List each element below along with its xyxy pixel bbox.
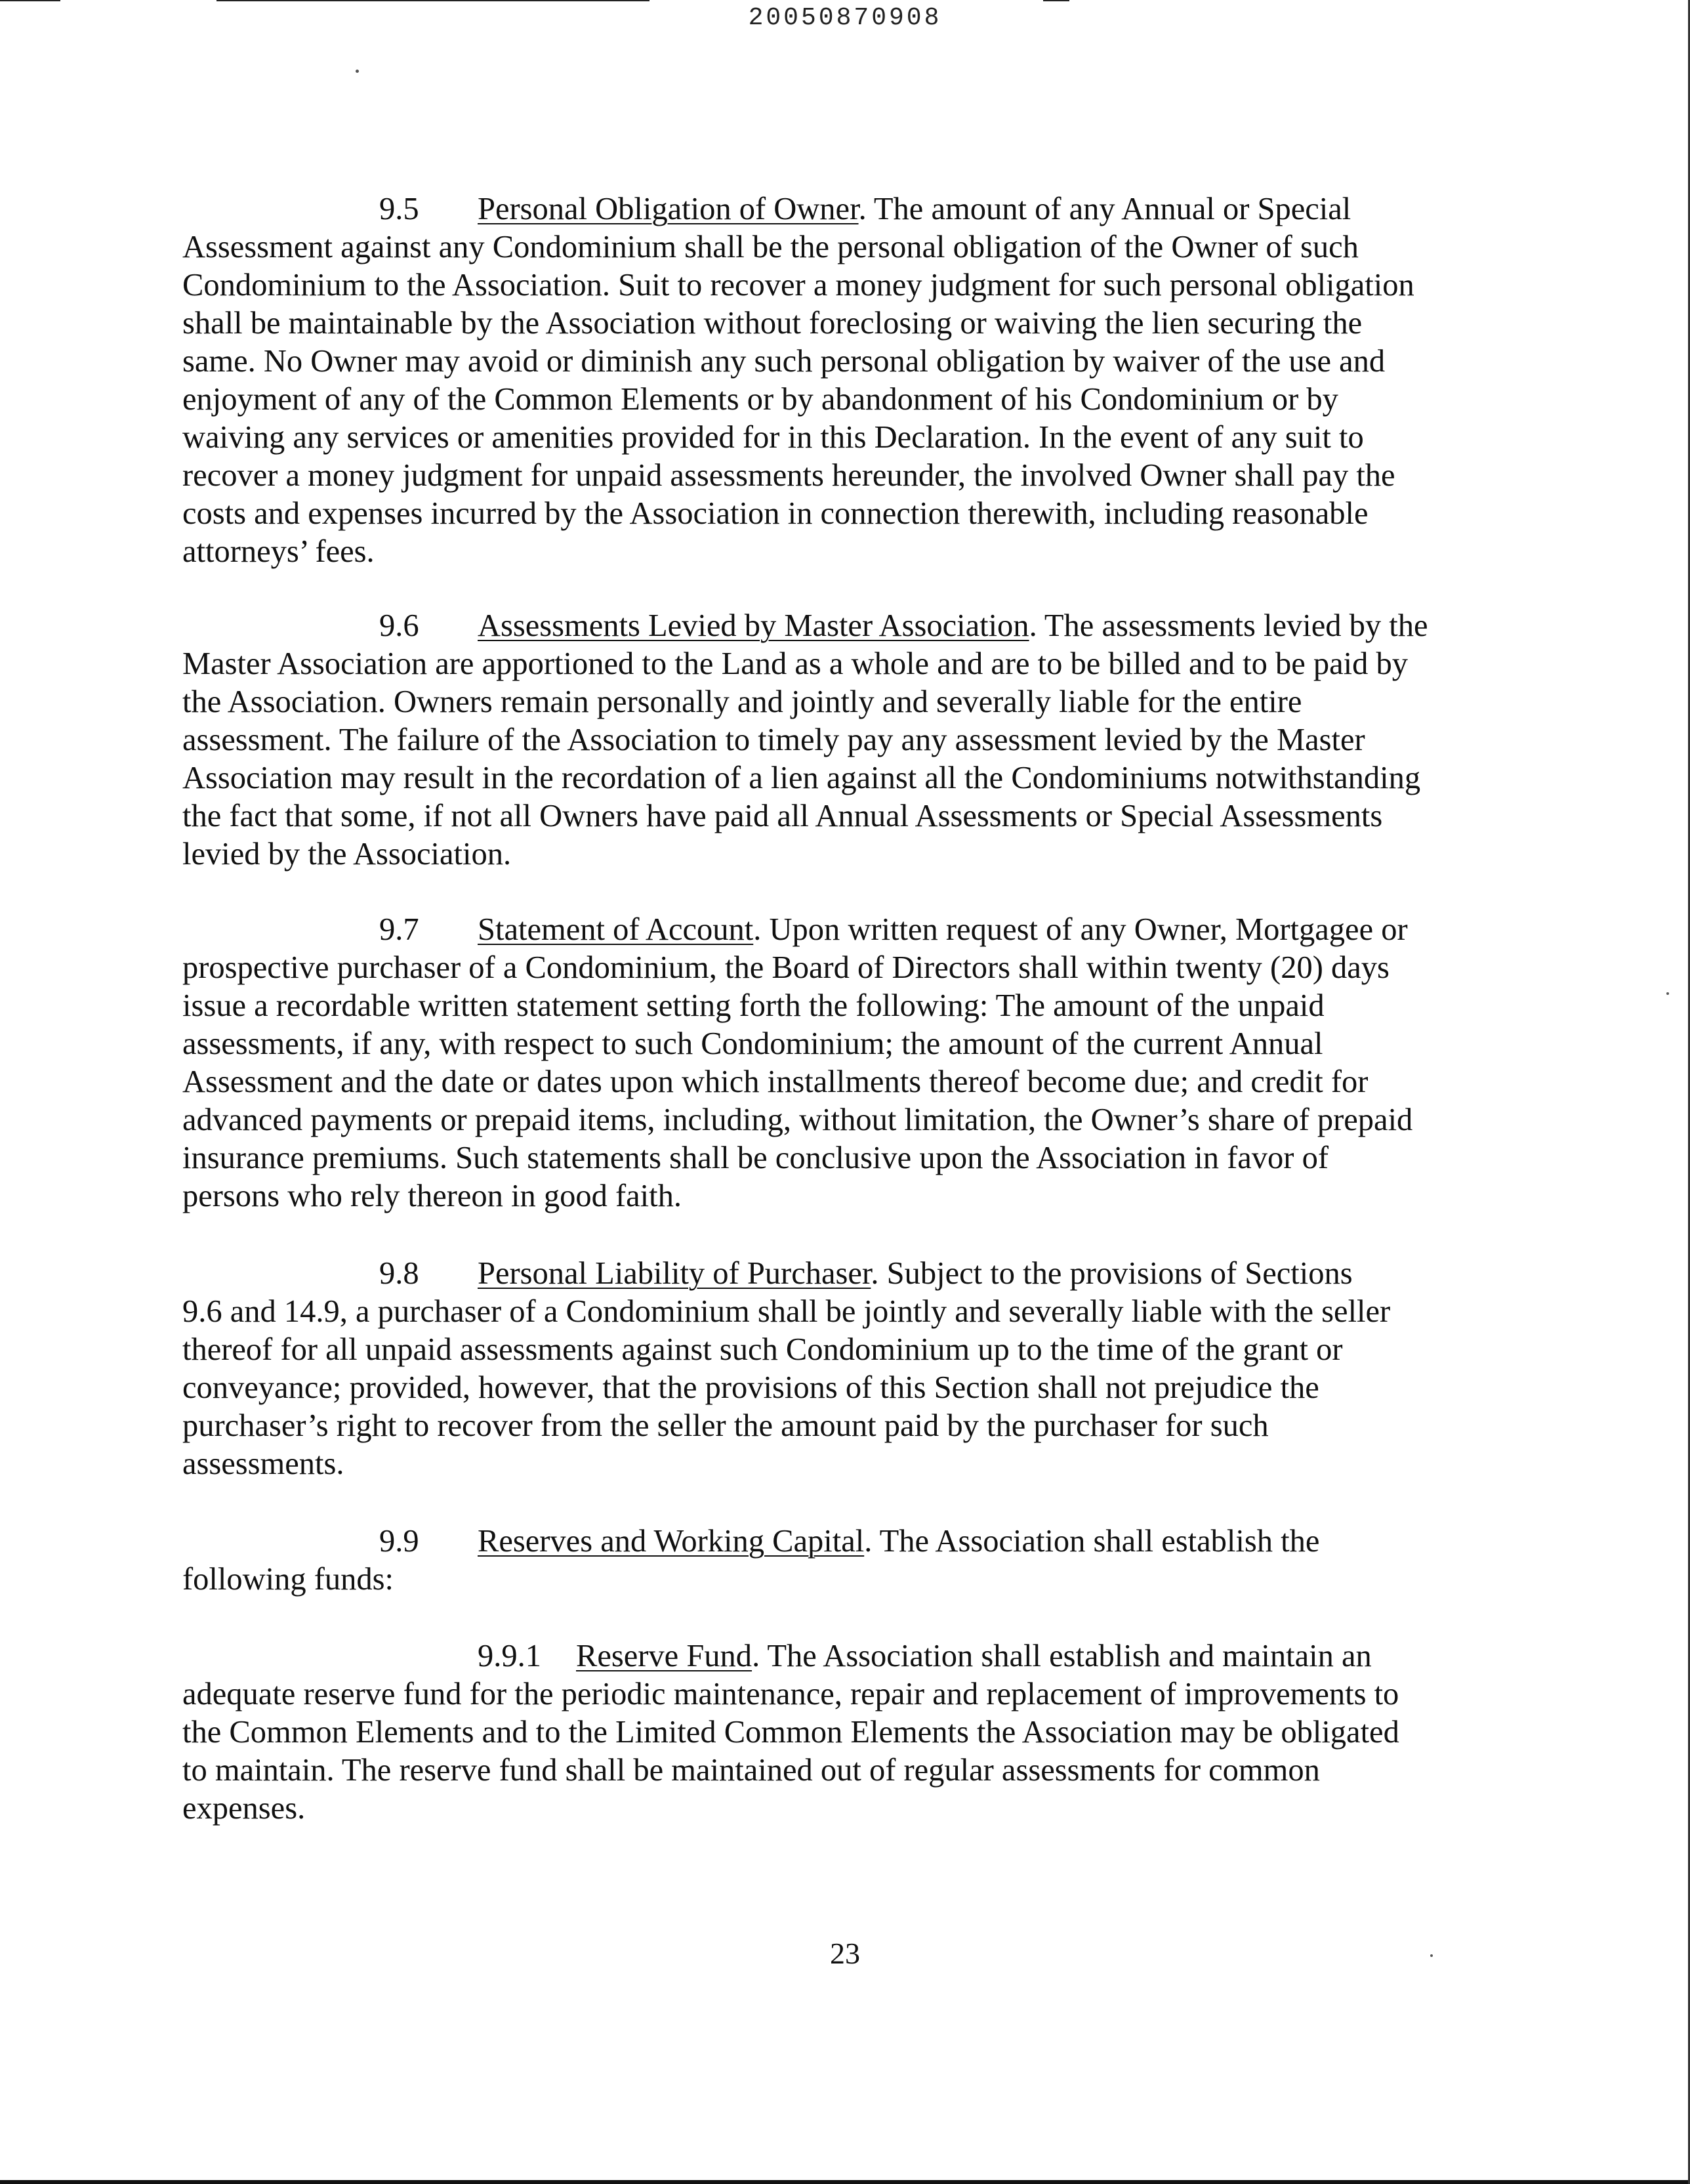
page-number: 23 <box>830 1937 860 1970</box>
section-line: assessment. The failure of the Association to timely pay any assessment levied by the Master <box>182 723 1365 757</box>
section-line: persons who rely thereon in good faith. <box>182 1179 682 1213</box>
section-line: Association may result in the recordation of a lien against all the Condominiums notwithstanding <box>182 761 1421 795</box>
section-first-line <box>182 1637 1521 1675</box>
section-line: Condominium to the Association. Suit to recover a money judgment for such personal obligation <box>182 268 1414 303</box>
section-text: . The Association shall establish and maintain an <box>752 1639 1372 1673</box>
section-heading: Assessments Levied by Master Association <box>478 608 1029 643</box>
section-first-line <box>182 607 1521 645</box>
section-line: the Common Elements and to the Limited Common Elements the Association may be obligated <box>182 1715 1399 1750</box>
section-heading: Reserve Fund <box>576 1639 752 1673</box>
section-number: 9.9.1 <box>478 1639 541 1673</box>
document-number: 20050870908 <box>748 4 942 32</box>
scan-speck <box>1666 992 1669 995</box>
section-line: Assessment and the date or dates upon which installments thereof become due; and credit for <box>182 1064 1369 1099</box>
section-line: shall be maintainable by the Association without foreclosing or waiving the lien securing the <box>182 306 1363 341</box>
section-9-9-1 <box>182 1637 1521 1828</box>
section-line: costs and expenses incurred by the Association in connection therewith, including reasonable <box>182 496 1369 531</box>
section-number: 9.6 <box>379 608 419 643</box>
section-line: following funds: <box>182 1562 394 1597</box>
section-9-6 <box>182 607 1521 873</box>
section-first-line <box>182 1522 1521 1561</box>
section-line: waiving any services or amenities provided for in this Declaration. In the event of any suit to <box>182 420 1364 455</box>
top-rule-center <box>216 0 649 1</box>
section-line: conveyance; provided, however, that the provisions of this Section shall not prejudice the <box>182 1370 1319 1405</box>
section-line: Master Association are apportioned to the Land as a whole and are to be billed and to be paid by <box>182 646 1409 681</box>
section-number: 9.8 <box>379 1256 419 1291</box>
section-line: advanced payments or prepaid items, including, without limitation, the Owner’s share of prepaid <box>182 1102 1413 1137</box>
section-line: prospective purchaser of a Condominium, the Board of Directors shall within twenty (20) days <box>182 950 1390 985</box>
section-first-line <box>182 190 1521 228</box>
section-text: . The amount of any Annual or Special <box>858 192 1351 226</box>
section-line: issue a recordable written statement setting forth the following: The amount of the unpaid <box>182 988 1325 1023</box>
section-line: expenses. <box>182 1791 306 1826</box>
top-rule-left <box>0 0 60 1</box>
section-text: . The assessments levied by the <box>1029 608 1428 643</box>
section-line: assessments, if any, with respect to such Condominium; the amount of the current Annual <box>182 1026 1323 1061</box>
section-first-line <box>182 911 1521 949</box>
section-9-8 <box>182 1255 1521 1483</box>
section-text: . The Association shall establish the <box>864 1524 1320 1559</box>
section-9-7 <box>182 911 1521 1215</box>
section-number: 9.5 <box>379 192 419 226</box>
section-heading: Personal Obligation of Owner <box>478 192 859 226</box>
section-line: levied by the Association. <box>182 837 512 872</box>
section-first-line <box>182 1255 1521 1293</box>
section-line: recover a money judgment for unpaid assessments hereunder, the involved Owner shall pay the <box>182 458 1395 493</box>
section-heading: Statement of Account <box>478 912 754 947</box>
section-line: the fact that some, if not all Owners have paid all Annual Assessments or Special Assessments <box>182 799 1383 833</box>
section-text: . Upon written request of any Owner, Mortgagee or <box>753 912 1408 947</box>
section-heading: Personal Liability of Purchaser <box>478 1256 871 1291</box>
section-line: enjoyment of any of the Common Elements or by abandonment of his Condominium or by <box>182 382 1338 417</box>
section-line: Assessment against any Condominium shall be the personal obligation of the Owner of such <box>182 230 1359 264</box>
section-line: assessments. <box>182 1446 344 1481</box>
section-text: . Subject to the provisions of Sections <box>871 1256 1353 1291</box>
section-line: 9.6 and 14.9, a purchaser of a Condominium shall be jointly and severally liable with the seller <box>182 1294 1391 1329</box>
section-line: same. No Owner may avoid or diminish any such personal obligation by waiver of the use and <box>182 344 1386 379</box>
section-number: 9.7 <box>379 912 419 947</box>
section-line: purchaser’s right to recover from the seller the amount paid by the purchaser for such <box>182 1408 1269 1443</box>
section-number: 9.9 <box>379 1524 419 1559</box>
section-line: attorneys’ fees. <box>182 534 375 569</box>
section-line: insurance premiums. Such statements shall be conclusive upon the Association in favor of <box>182 1141 1329 1175</box>
section-line: to maintain. The reserve fund shall be maintained out of regular assessments for common <box>182 1753 1320 1788</box>
section-9-9 <box>182 1522 1521 1599</box>
section-line: the Association. Owners remain personally and jointly and severally liable for the entire <box>182 684 1302 719</box>
section-line: adequate reserve fund for the periodic maintenance, repair and replacement of improvements to <box>182 1677 1399 1712</box>
section-9-5 <box>182 190 1521 571</box>
scan-border-bottom <box>0 2180 1690 2184</box>
top-rule-right <box>1043 0 1069 1</box>
section-heading: Reserves and Working Capital <box>478 1524 865 1559</box>
section-line: thereof for all unpaid assessments against such Condominium up to the time of the grant or <box>182 1332 1343 1367</box>
scan-speck <box>356 70 359 73</box>
